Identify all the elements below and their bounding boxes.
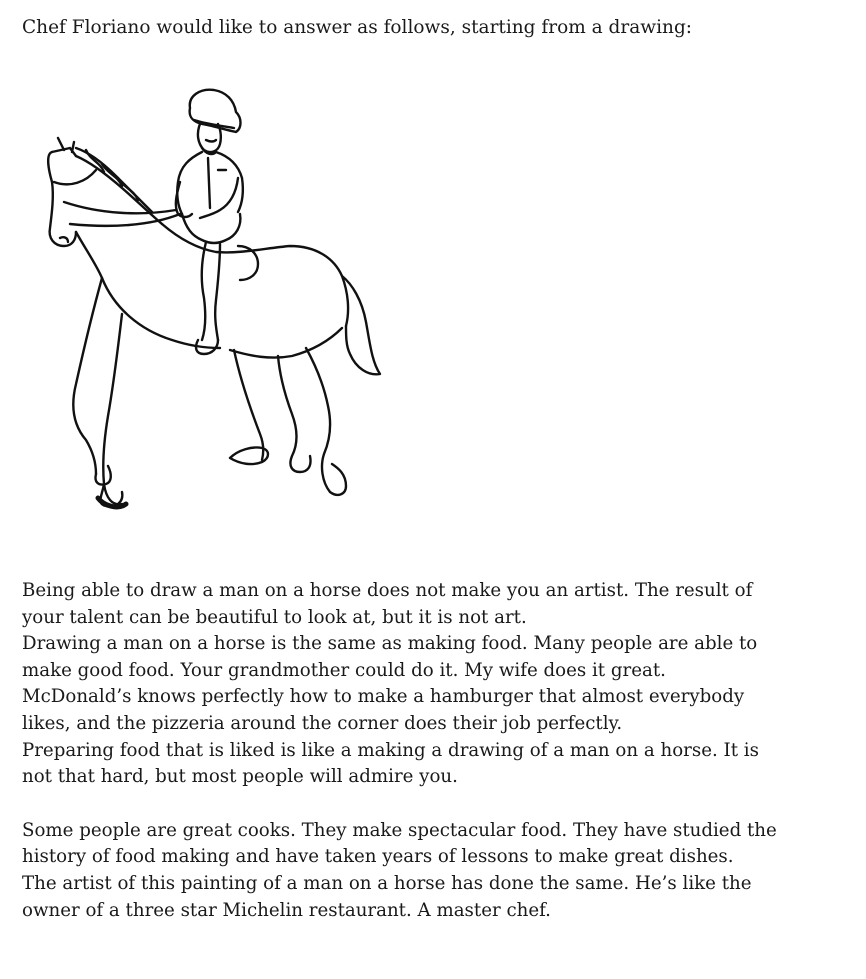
- paragraph-gap: [22, 791, 862, 818]
- paragraph1-line: make good food. Your grandmother could do it. My wife does it great.: [22, 659, 666, 681]
- paragraph1-line: Preparing food that is liked is like a making a drawing of a man on a horse. It is: [22, 739, 759, 761]
- paragraph1-line: likes, and the pizzeria around the corner does their job perfectly.: [22, 712, 623, 734]
- paragraph2-line: history of food making and have taken years of lessons to make great dishes.: [22, 846, 734, 868]
- paragraph1-line: your talent can be beautiful to look at, but it is not art.: [22, 606, 527, 628]
- paragraph2-line: Some people are great cooks. They make spectacular food. They have studied the: [22, 819, 777, 841]
- paragraph1-line: Being able to draw a man on a horse does not make you an artist. The result of: [22, 580, 753, 601]
- paragraph1-line: McDonald’s knows perfectly how to make a hamburger that almost everybody: [22, 686, 745, 708]
- horse-rider-illustration: [30, 78, 400, 518]
- paragraph2-line: The artist of this painting of a man on a horse has done the same. He’s like the: [22, 872, 752, 894]
- man-on-horse-drawing: [30, 78, 400, 518]
- paragraph2-line: owner of a three star Michelin restaurant. A master chef.: [22, 899, 551, 921]
- intro-sentence: Chef Floriano would like to answer as follows, starting from a drawing:: [22, 17, 693, 38]
- paragraph1-line: Drawing a man on a horse is the same as making food. Many people are able to: [22, 633, 758, 655]
- paragraph1-line: not that hard, but most people will admire you.: [22, 766, 458, 788]
- body-text: [22, 578, 862, 924]
